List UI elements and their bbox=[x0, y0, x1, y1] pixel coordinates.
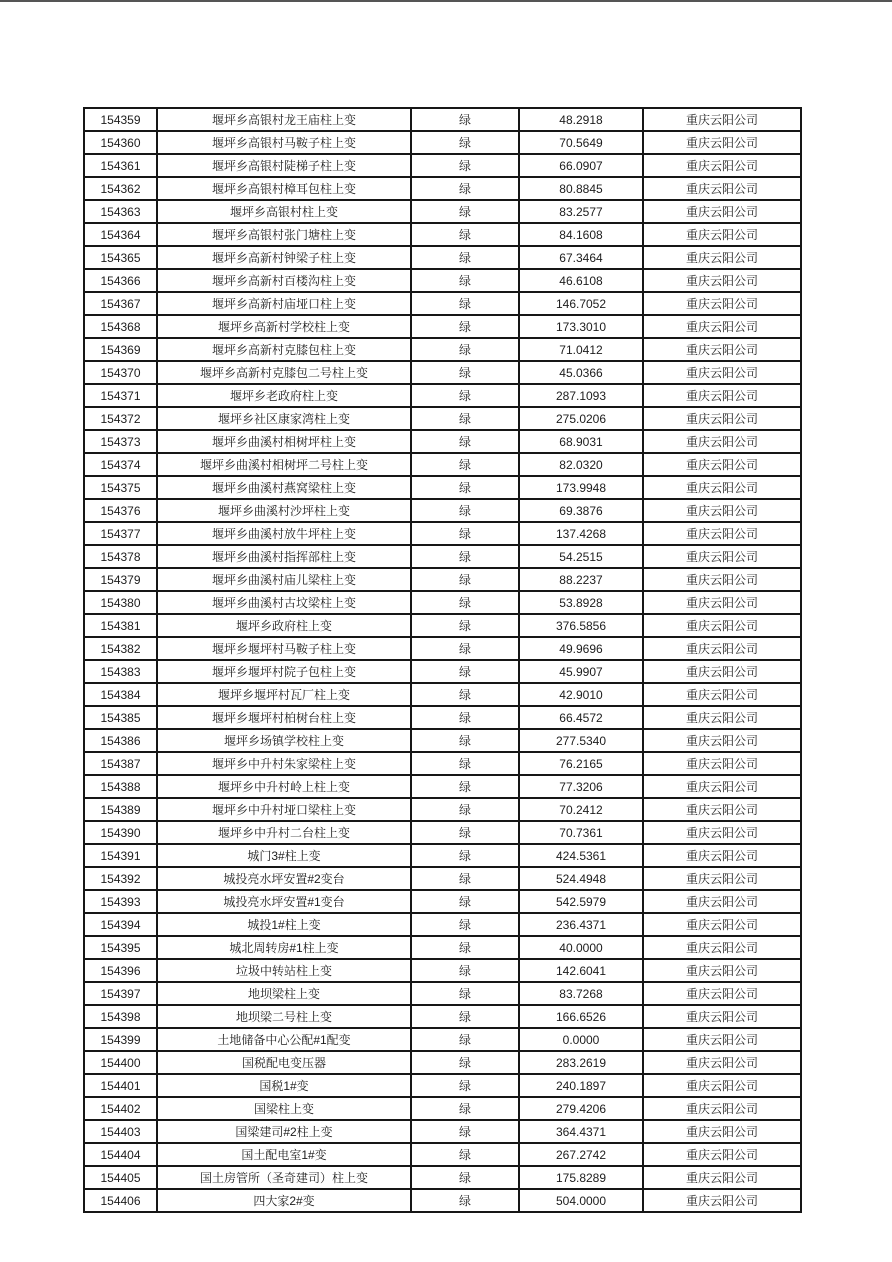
cell-status: 绿 bbox=[411, 292, 519, 315]
cell-name: 堰坪乡高银村张门塘柱上变 bbox=[157, 223, 411, 246]
cell-company: 重庆云阳公司 bbox=[643, 223, 801, 246]
table-row bbox=[84, 729, 801, 752]
table-row bbox=[84, 246, 801, 269]
table-row bbox=[84, 890, 801, 913]
table-row bbox=[84, 407, 801, 430]
table-row bbox=[84, 131, 801, 154]
cell-name: 堰坪乡堰坪村瓦厂柱上变 bbox=[157, 683, 411, 706]
cell-id: 154360 bbox=[84, 131, 157, 154]
cell-company: 重庆云阳公司 bbox=[643, 108, 801, 131]
cell-company: 重庆云阳公司 bbox=[643, 1189, 801, 1212]
cell-status: 绿 bbox=[411, 315, 519, 338]
cell-company: 重庆云阳公司 bbox=[643, 844, 801, 867]
cell-id: 154406 bbox=[84, 1189, 157, 1212]
table-row bbox=[84, 177, 801, 200]
cell-id: 154370 bbox=[84, 361, 157, 384]
cell-status: 绿 bbox=[411, 545, 519, 568]
cell-value: 53.8928 bbox=[519, 591, 643, 614]
cell-id: 154390 bbox=[84, 821, 157, 844]
cell-name: 国土房管所（圣奇建司）柱上变 bbox=[157, 1166, 411, 1189]
cell-id: 154404 bbox=[84, 1143, 157, 1166]
cell-id: 154374 bbox=[84, 453, 157, 476]
cell-name: 堰坪乡高新村克膝包二号柱上变 bbox=[157, 361, 411, 384]
cell-value: 504.0000 bbox=[519, 1189, 643, 1212]
table-row bbox=[84, 338, 801, 361]
cell-name: 堰坪乡曲溪村相树坪二号柱上变 bbox=[157, 453, 411, 476]
cell-id: 154398 bbox=[84, 1005, 157, 1028]
cell-status: 绿 bbox=[411, 959, 519, 982]
cell-value: 71.0412 bbox=[519, 338, 643, 361]
cell-id: 154379 bbox=[84, 568, 157, 591]
cell-company: 重庆云阳公司 bbox=[643, 361, 801, 384]
cell-status: 绿 bbox=[411, 476, 519, 499]
cell-value: 66.0907 bbox=[519, 154, 643, 177]
cell-company: 重庆云阳公司 bbox=[643, 1143, 801, 1166]
cell-status: 绿 bbox=[411, 1189, 519, 1212]
cell-company: 重庆云阳公司 bbox=[643, 591, 801, 614]
cell-name: 堰坪乡曲溪村指挥部柱上变 bbox=[157, 545, 411, 568]
cell-value: 80.8845 bbox=[519, 177, 643, 200]
cell-value: 54.2515 bbox=[519, 545, 643, 568]
cell-name: 堰坪乡中升村岭上柱上变 bbox=[157, 775, 411, 798]
cell-id: 154362 bbox=[84, 177, 157, 200]
cell-company: 重庆云阳公司 bbox=[643, 982, 801, 1005]
table-row bbox=[84, 752, 801, 775]
cell-name: 堰坪乡曲溪村古坟梁柱上变 bbox=[157, 591, 411, 614]
cell-name: 堰坪乡曲溪村沙坪柱上变 bbox=[157, 499, 411, 522]
cell-status: 绿 bbox=[411, 154, 519, 177]
cell-name: 堰坪乡中升村朱家梁柱上变 bbox=[157, 752, 411, 775]
cell-value: 76.2165 bbox=[519, 752, 643, 775]
table-row bbox=[84, 1189, 801, 1212]
cell-status: 绿 bbox=[411, 729, 519, 752]
cell-value: 376.5856 bbox=[519, 614, 643, 637]
cell-name: 堰坪乡曲溪村相树坪柱上变 bbox=[157, 430, 411, 453]
cell-value: 279.4206 bbox=[519, 1097, 643, 1120]
table-row bbox=[84, 108, 801, 131]
cell-status: 绿 bbox=[411, 637, 519, 660]
cell-status: 绿 bbox=[411, 1028, 519, 1051]
cell-company: 重庆云阳公司 bbox=[643, 798, 801, 821]
table-row bbox=[84, 959, 801, 982]
cell-name: 堰坪乡堰坪村柏树台柱上变 bbox=[157, 706, 411, 729]
cell-id: 154372 bbox=[84, 407, 157, 430]
cell-name: 垃圾中转站柱上变 bbox=[157, 959, 411, 982]
cell-id: 154397 bbox=[84, 982, 157, 1005]
cell-name: 四大家2#变 bbox=[157, 1189, 411, 1212]
cell-value: 82.0320 bbox=[519, 453, 643, 476]
cell-value: 173.3010 bbox=[519, 315, 643, 338]
cell-status: 绿 bbox=[411, 1143, 519, 1166]
cell-status: 绿 bbox=[411, 752, 519, 775]
cell-name: 国税1#变 bbox=[157, 1074, 411, 1097]
table-row bbox=[84, 453, 801, 476]
cell-value: 84.1608 bbox=[519, 223, 643, 246]
cell-id: 154395 bbox=[84, 936, 157, 959]
table-row bbox=[84, 315, 801, 338]
cell-name: 堰坪乡曲溪村庙儿梁柱上变 bbox=[157, 568, 411, 591]
table-row bbox=[84, 706, 801, 729]
cell-value: 267.2742 bbox=[519, 1143, 643, 1166]
table-row bbox=[84, 775, 801, 798]
cell-id: 154389 bbox=[84, 798, 157, 821]
cell-value: 173.9948 bbox=[519, 476, 643, 499]
table-row bbox=[84, 476, 801, 499]
cell-value: 524.4948 bbox=[519, 867, 643, 890]
cell-company: 重庆云阳公司 bbox=[643, 154, 801, 177]
cell-company: 重庆云阳公司 bbox=[643, 959, 801, 982]
cell-company: 重庆云阳公司 bbox=[643, 1120, 801, 1143]
cell-company: 重庆云阳公司 bbox=[643, 499, 801, 522]
cell-value: 68.9031 bbox=[519, 430, 643, 453]
cell-status: 绿 bbox=[411, 798, 519, 821]
cell-company: 重庆云阳公司 bbox=[643, 936, 801, 959]
cell-id: 154381 bbox=[84, 614, 157, 637]
cell-name: 堰坪乡中升村二台柱上变 bbox=[157, 821, 411, 844]
table-row bbox=[84, 867, 801, 890]
table-row bbox=[84, 683, 801, 706]
cell-name: 城门3#柱上变 bbox=[157, 844, 411, 867]
table-row bbox=[84, 936, 801, 959]
cell-name: 堰坪乡高新村钟梁子柱上变 bbox=[157, 246, 411, 269]
cell-company: 重庆云阳公司 bbox=[643, 177, 801, 200]
cell-status: 绿 bbox=[411, 499, 519, 522]
cell-company: 重庆云阳公司 bbox=[643, 752, 801, 775]
cell-id: 154401 bbox=[84, 1074, 157, 1097]
cell-name: 堰坪乡政府柱上变 bbox=[157, 614, 411, 637]
cell-id: 154399 bbox=[84, 1028, 157, 1051]
cell-status: 绿 bbox=[411, 407, 519, 430]
cell-company: 重庆云阳公司 bbox=[643, 292, 801, 315]
cell-name: 堰坪乡高新村百楼沟柱上变 bbox=[157, 269, 411, 292]
cell-value: 424.5361 bbox=[519, 844, 643, 867]
cell-value: 69.3876 bbox=[519, 499, 643, 522]
cell-status: 绿 bbox=[411, 568, 519, 591]
table-row bbox=[84, 292, 801, 315]
cell-name: 土地储备中心公配#1配变 bbox=[157, 1028, 411, 1051]
page-top-edge bbox=[0, 0, 892, 2]
cell-company: 重庆云阳公司 bbox=[643, 384, 801, 407]
cell-status: 绿 bbox=[411, 913, 519, 936]
cell-company: 重庆云阳公司 bbox=[643, 683, 801, 706]
cell-id: 154363 bbox=[84, 200, 157, 223]
table-row bbox=[84, 522, 801, 545]
cell-status: 绿 bbox=[411, 614, 519, 637]
cell-status: 绿 bbox=[411, 591, 519, 614]
cell-company: 重庆云阳公司 bbox=[643, 200, 801, 223]
cell-status: 绿 bbox=[411, 131, 519, 154]
cell-company: 重庆云阳公司 bbox=[643, 1028, 801, 1051]
cell-value: 66.4572 bbox=[519, 706, 643, 729]
cell-status: 绿 bbox=[411, 1097, 519, 1120]
table-row bbox=[84, 361, 801, 384]
cell-company: 重庆云阳公司 bbox=[643, 614, 801, 637]
cell-company: 重庆云阳公司 bbox=[643, 637, 801, 660]
cell-status: 绿 bbox=[411, 844, 519, 867]
table-row bbox=[84, 591, 801, 614]
table-row bbox=[84, 844, 801, 867]
cell-company: 重庆云阳公司 bbox=[643, 476, 801, 499]
cell-id: 154402 bbox=[84, 1097, 157, 1120]
cell-company: 重庆云阳公司 bbox=[643, 660, 801, 683]
cell-status: 绿 bbox=[411, 660, 519, 683]
cell-name: 堰坪乡高银村柱上变 bbox=[157, 200, 411, 223]
cell-status: 绿 bbox=[411, 1166, 519, 1189]
cell-value: 77.3206 bbox=[519, 775, 643, 798]
cell-value: 46.6108 bbox=[519, 269, 643, 292]
cell-name: 地坝梁柱上变 bbox=[157, 982, 411, 1005]
cell-id: 154365 bbox=[84, 246, 157, 269]
cell-name: 地坝梁二号柱上变 bbox=[157, 1005, 411, 1028]
transformer-table bbox=[83, 107, 802, 1213]
table-row bbox=[84, 913, 801, 936]
cell-name: 国土配电室1#变 bbox=[157, 1143, 411, 1166]
cell-id: 154373 bbox=[84, 430, 157, 453]
cell-status: 绿 bbox=[411, 246, 519, 269]
cell-value: 88.2237 bbox=[519, 568, 643, 591]
cell-status: 绿 bbox=[411, 1051, 519, 1074]
table-row bbox=[84, 982, 801, 1005]
cell-status: 绿 bbox=[411, 338, 519, 361]
cell-status: 绿 bbox=[411, 1120, 519, 1143]
cell-id: 154371 bbox=[84, 384, 157, 407]
cell-value: 83.7268 bbox=[519, 982, 643, 1005]
cell-name: 堰坪乡高新村克膝包柱上变 bbox=[157, 338, 411, 361]
cell-company: 重庆云阳公司 bbox=[643, 453, 801, 476]
table-row bbox=[84, 1005, 801, 1028]
table-row bbox=[84, 660, 801, 683]
cell-company: 重庆云阳公司 bbox=[643, 338, 801, 361]
cell-id: 154383 bbox=[84, 660, 157, 683]
cell-id: 154384 bbox=[84, 683, 157, 706]
cell-status: 绿 bbox=[411, 430, 519, 453]
cell-company: 重庆云阳公司 bbox=[643, 545, 801, 568]
cell-company: 重庆云阳公司 bbox=[643, 867, 801, 890]
table-row bbox=[84, 430, 801, 453]
table-row bbox=[84, 637, 801, 660]
cell-id: 154394 bbox=[84, 913, 157, 936]
cell-value: 277.5340 bbox=[519, 729, 643, 752]
cell-id: 154361 bbox=[84, 154, 157, 177]
table-row bbox=[84, 1143, 801, 1166]
cell-id: 154386 bbox=[84, 729, 157, 752]
cell-name: 堰坪乡中升村垭口梁柱上变 bbox=[157, 798, 411, 821]
cell-company: 重庆云阳公司 bbox=[643, 913, 801, 936]
cell-status: 绿 bbox=[411, 223, 519, 246]
cell-company: 重庆云阳公司 bbox=[643, 890, 801, 913]
cell-value: 166.6526 bbox=[519, 1005, 643, 1028]
cell-value: 175.8289 bbox=[519, 1166, 643, 1189]
cell-name: 堰坪乡高新村庙垭口柱上变 bbox=[157, 292, 411, 315]
cell-value: 70.7361 bbox=[519, 821, 643, 844]
cell-id: 154364 bbox=[84, 223, 157, 246]
table-body bbox=[84, 108, 801, 1212]
cell-value: 42.9010 bbox=[519, 683, 643, 706]
cell-id: 154369 bbox=[84, 338, 157, 361]
cell-id: 154388 bbox=[84, 775, 157, 798]
table-row bbox=[84, 1074, 801, 1097]
cell-id: 154377 bbox=[84, 522, 157, 545]
cell-value: 542.5979 bbox=[519, 890, 643, 913]
cell-status: 绿 bbox=[411, 453, 519, 476]
cell-name: 堰坪乡曲溪村燕窝梁柱上变 bbox=[157, 476, 411, 499]
cell-company: 重庆云阳公司 bbox=[643, 407, 801, 430]
cell-value: 45.9907 bbox=[519, 660, 643, 683]
cell-status: 绿 bbox=[411, 890, 519, 913]
cell-id: 154387 bbox=[84, 752, 157, 775]
cell-value: 146.7052 bbox=[519, 292, 643, 315]
table-row bbox=[84, 200, 801, 223]
cell-value: 40.0000 bbox=[519, 936, 643, 959]
table-row bbox=[84, 1097, 801, 1120]
cell-name: 堰坪乡高银村樟耳包柱上变 bbox=[157, 177, 411, 200]
cell-name: 堰坪乡曲溪村放牛坪柱上变 bbox=[157, 522, 411, 545]
cell-value: 240.1897 bbox=[519, 1074, 643, 1097]
cell-name: 堰坪乡高新村学校柱上变 bbox=[157, 315, 411, 338]
cell-id: 154396 bbox=[84, 959, 157, 982]
cell-status: 绿 bbox=[411, 384, 519, 407]
cell-status: 绿 bbox=[411, 361, 519, 384]
cell-name: 堰坪乡高银村马鞍子柱上变 bbox=[157, 131, 411, 154]
cell-company: 重庆云阳公司 bbox=[643, 1166, 801, 1189]
cell-status: 绿 bbox=[411, 706, 519, 729]
table-row bbox=[84, 798, 801, 821]
cell-status: 绿 bbox=[411, 821, 519, 844]
cell-id: 154385 bbox=[84, 706, 157, 729]
cell-company: 重庆云阳公司 bbox=[643, 522, 801, 545]
cell-id: 154392 bbox=[84, 867, 157, 890]
cell-value: 137.4268 bbox=[519, 522, 643, 545]
cell-name: 城北周转房#1柱上变 bbox=[157, 936, 411, 959]
cell-id: 154391 bbox=[84, 844, 157, 867]
table-row bbox=[84, 614, 801, 637]
cell-name: 国梁建司#2柱上变 bbox=[157, 1120, 411, 1143]
table-row bbox=[84, 499, 801, 522]
cell-name: 城投亮水坪安置#2变台 bbox=[157, 867, 411, 890]
cell-name: 国税配电变压器 bbox=[157, 1051, 411, 1074]
table-row bbox=[84, 1120, 801, 1143]
cell-status: 绿 bbox=[411, 936, 519, 959]
cell-company: 重庆云阳公司 bbox=[643, 269, 801, 292]
cell-status: 绿 bbox=[411, 108, 519, 131]
table-row bbox=[84, 1051, 801, 1074]
cell-value: 45.0366 bbox=[519, 361, 643, 384]
table-row bbox=[84, 545, 801, 568]
cell-name: 堰坪乡高银村龙王庙柱上变 bbox=[157, 108, 411, 131]
cell-company: 重庆云阳公司 bbox=[643, 1097, 801, 1120]
cell-status: 绿 bbox=[411, 269, 519, 292]
cell-id: 154382 bbox=[84, 637, 157, 660]
cell-value: 283.2619 bbox=[519, 1051, 643, 1074]
table-row bbox=[84, 568, 801, 591]
cell-company: 重庆云阳公司 bbox=[643, 246, 801, 269]
cell-company: 重庆云阳公司 bbox=[643, 1074, 801, 1097]
cell-company: 重庆云阳公司 bbox=[643, 315, 801, 338]
cell-status: 绿 bbox=[411, 522, 519, 545]
table-row bbox=[84, 154, 801, 177]
cell-value: 48.2918 bbox=[519, 108, 643, 131]
cell-id: 154376 bbox=[84, 499, 157, 522]
cell-status: 绿 bbox=[411, 1005, 519, 1028]
cell-value: 70.2412 bbox=[519, 798, 643, 821]
cell-id: 154368 bbox=[84, 315, 157, 338]
cell-id: 154400 bbox=[84, 1051, 157, 1074]
cell-value: 0.0000 bbox=[519, 1028, 643, 1051]
table-row bbox=[84, 384, 801, 407]
cell-name: 国梁柱上变 bbox=[157, 1097, 411, 1120]
cell-id: 154378 bbox=[84, 545, 157, 568]
table-row bbox=[84, 1028, 801, 1051]
table-row bbox=[84, 223, 801, 246]
cell-company: 重庆云阳公司 bbox=[643, 131, 801, 154]
cell-id: 154393 bbox=[84, 890, 157, 913]
cell-company: 重庆云阳公司 bbox=[643, 821, 801, 844]
cell-id: 154367 bbox=[84, 292, 157, 315]
cell-name: 堰坪乡社区康家湾柱上变 bbox=[157, 407, 411, 430]
table-row bbox=[84, 1166, 801, 1189]
cell-name: 堰坪乡堰坪村院子包柱上变 bbox=[157, 660, 411, 683]
cell-id: 154403 bbox=[84, 1120, 157, 1143]
cell-id: 154375 bbox=[84, 476, 157, 499]
cell-status: 绿 bbox=[411, 775, 519, 798]
cell-value: 83.2577 bbox=[519, 200, 643, 223]
cell-company: 重庆云阳公司 bbox=[643, 1051, 801, 1074]
cell-name: 堰坪乡场镇学校柱上变 bbox=[157, 729, 411, 752]
cell-status: 绿 bbox=[411, 200, 519, 223]
cell-name: 堰坪乡堰坪村马鞍子柱上变 bbox=[157, 637, 411, 660]
table-row bbox=[84, 821, 801, 844]
cell-status: 绿 bbox=[411, 982, 519, 1005]
cell-value: 236.4371 bbox=[519, 913, 643, 936]
table-row bbox=[84, 269, 801, 292]
cell-id: 154380 bbox=[84, 591, 157, 614]
cell-name: 堰坪乡老政府柱上变 bbox=[157, 384, 411, 407]
cell-status: 绿 bbox=[411, 683, 519, 706]
cell-company: 重庆云阳公司 bbox=[643, 775, 801, 798]
cell-status: 绿 bbox=[411, 177, 519, 200]
cell-value: 275.0206 bbox=[519, 407, 643, 430]
cell-id: 154405 bbox=[84, 1166, 157, 1189]
cell-value: 70.5649 bbox=[519, 131, 643, 154]
cell-company: 重庆云阳公司 bbox=[643, 1005, 801, 1028]
cell-company: 重庆云阳公司 bbox=[643, 430, 801, 453]
cell-name: 堰坪乡高银村陡梯子柱上变 bbox=[157, 154, 411, 177]
cell-company: 重庆云阳公司 bbox=[643, 706, 801, 729]
cell-id: 154366 bbox=[84, 269, 157, 292]
cell-name: 城投亮水坪安置#1变台 bbox=[157, 890, 411, 913]
cell-name: 城投1#柱上变 bbox=[157, 913, 411, 936]
cell-value: 49.9696 bbox=[519, 637, 643, 660]
cell-value: 364.4371 bbox=[519, 1120, 643, 1143]
cell-company: 重庆云阳公司 bbox=[643, 729, 801, 752]
cell-value: 67.3464 bbox=[519, 246, 643, 269]
cell-value: 287.1093 bbox=[519, 384, 643, 407]
cell-value: 142.6041 bbox=[519, 959, 643, 982]
cell-status: 绿 bbox=[411, 1074, 519, 1097]
cell-id: 154359 bbox=[84, 108, 157, 131]
cell-status: 绿 bbox=[411, 867, 519, 890]
cell-company: 重庆云阳公司 bbox=[643, 568, 801, 591]
